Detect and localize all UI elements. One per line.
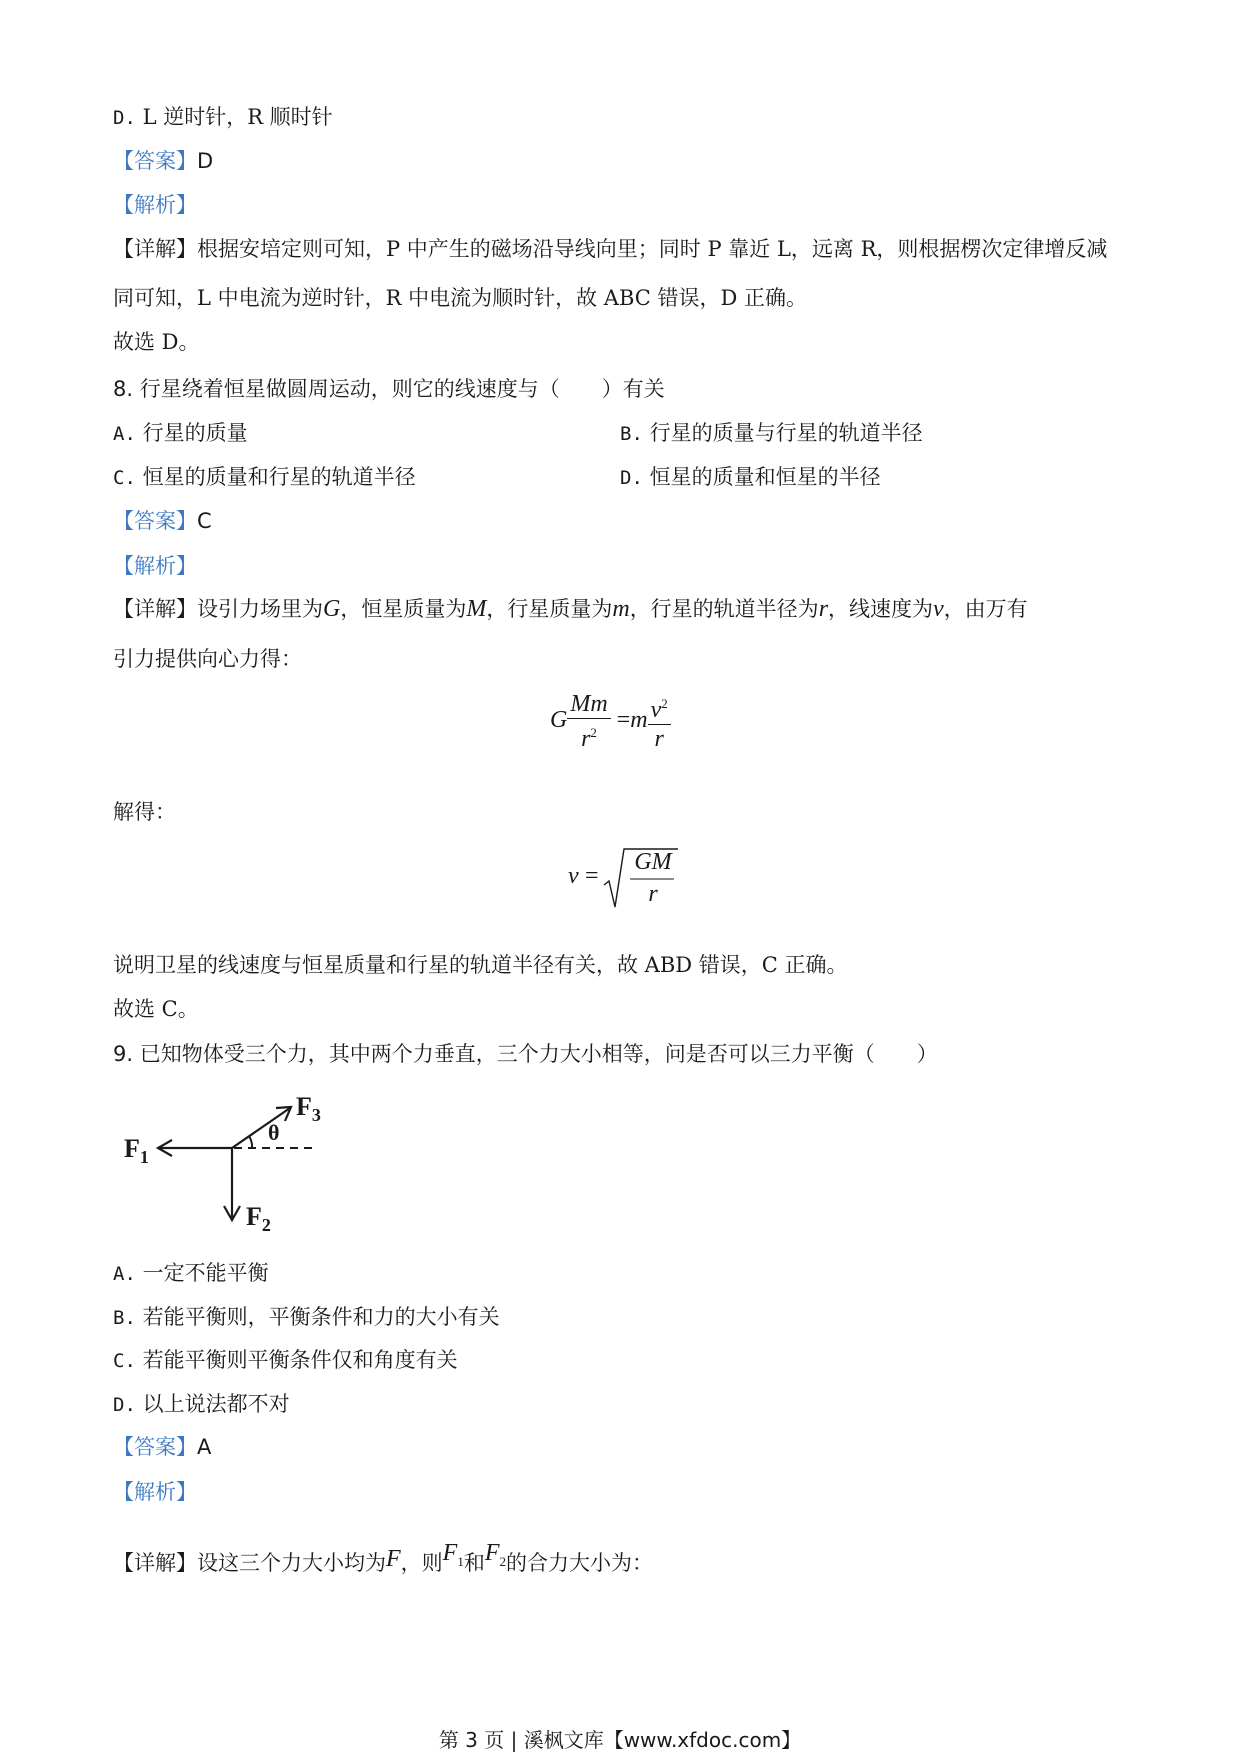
- q9-option-c: C. 若能平衡则平衡条件仅和角度有关: [113, 1348, 458, 1372]
- q9-stem: 9. 已知物体受三个力，其中两个力垂直，三个力大小相等，问是否可以三力平衡（ ）: [113, 1042, 938, 1066]
- page-footer: 第 3 页 | 溪枫文库【www.xfdoc.com】: [438, 1728, 802, 1752]
- q8-detail-line2: 引力提供向心力得：: [113, 647, 302, 671]
- q9-option-a: A. 一定不能平衡: [113, 1261, 269, 1285]
- q8-explain: 说明卫星的线速度与恒星质量和行星的轨道半径有关，故 ABD 错误，C 正确。: [113, 953, 848, 977]
- q8-conclusion: 故选 C。: [113, 997, 199, 1021]
- q9-detail-line1: 【详解】设这三个力大小均为F，则$F_1$和$F_2$的合力大小为：: [113, 1540, 654, 1575]
- q8-option-b: B. 行星的质量与行星的轨道半径: [620, 421, 923, 445]
- q9-option-d: D. 以上说法都不对: [113, 1392, 290, 1416]
- q7-detail-line2: 同可知，L 中电流为逆时针，R 中电流为顺时针，故 ABC 错误，D 正确。: [113, 286, 808, 310]
- q8-detail-line1: 【详解】设引力场里为G，恒星质量为M，行星质量为m，行星的轨道半径为r，线速度为v，由万有: [113, 596, 1028, 622]
- q8-solve-label: 解得：: [113, 800, 176, 824]
- q9-option-b: B. 若能平衡则，平衡条件和力的大小有关: [113, 1305, 500, 1329]
- force-diagram: [118, 1090, 348, 1240]
- q7-conclusion: 故选 D。: [113, 330, 200, 354]
- angle-label: θ: [268, 1120, 280, 1145]
- equation-velocity: v = GM r: [568, 845, 678, 911]
- q7-detail-line1: 【详解】根据安培定则可知，P 中产生的磁场沿导线向里；同时 P 靠近 L，远离 R，则根据楞次定律增反减: [113, 237, 1108, 261]
- q7-option-d: D. L 逆时针，R 顺时针: [113, 105, 333, 129]
- label-f2: $F_2$: [246, 1202, 271, 1236]
- q8-option-a: A. 行星的质量: [113, 421, 248, 445]
- equation-gravity: G $\frac{Mm}{r^2}$ =m $\frac{v^2}{r}$: [550, 690, 671, 753]
- q8-analysis-tag: 【解析】: [113, 554, 197, 578]
- q8-option-d: D. 恒星的质量和恒星的半径: [620, 465, 881, 489]
- q9-answer: 【答案】A: [113, 1435, 212, 1459]
- q8-option-c: C. 恒星的质量和行星的轨道半径: [113, 465, 416, 489]
- q7-analysis-tag: 【解析】: [113, 193, 197, 217]
- q8-answer: 【答案】C: [113, 509, 212, 533]
- q9-analysis-tag: 【解析】: [113, 1480, 197, 1504]
- label-f1: $F_1$: [124, 1134, 149, 1168]
- q7-answer: 【答案】D: [113, 149, 214, 173]
- label-f3: $F_3$: [296, 1092, 321, 1126]
- q8-stem: 8. 行星绕着恒星做圆周运动，则它的线速度与（ ）有关: [113, 377, 665, 401]
